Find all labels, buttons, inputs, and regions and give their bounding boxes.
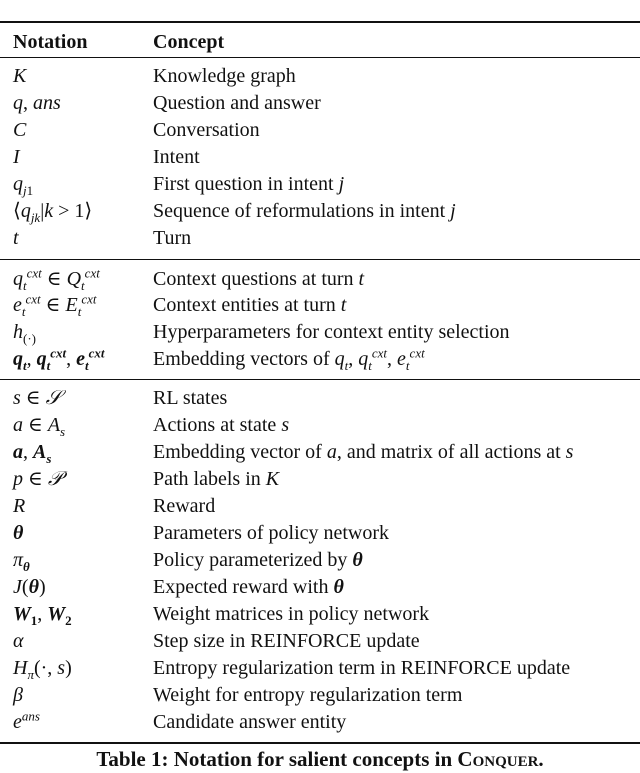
table-row — [0, 90, 640, 117]
concept-cell: Embedding vector of a, and matrix of all actions at s — [153, 441, 574, 463]
table-row — [0, 292, 640, 319]
notation-cell: θ — [13, 522, 24, 544]
notation-cell: $q_{j1}$ — [13, 173, 34, 198]
table-row — [0, 144, 640, 171]
notation-cell: $H_\pi(\cdot$, s) — [13, 657, 72, 682]
concept-cell: Context questions at turn t — [153, 268, 365, 290]
table-row — [0, 547, 640, 574]
notation-cell: β — [13, 684, 23, 706]
concept-cell: First question in intent j — [153, 173, 345, 195]
concept-cell: Context entities at turn t — [153, 294, 347, 316]
table-row — [0, 171, 640, 198]
table-row — [0, 655, 640, 682]
table-row — [0, 466, 640, 493]
table-row — [0, 682, 640, 709]
concept-cell: Turn — [153, 227, 192, 249]
concept-cell: Knowledge graph — [153, 65, 296, 87]
notation-cell: $W_1$, $W_2$ — [13, 603, 72, 628]
caption-text: Table 1: Notation for salient concepts in — [96, 747, 458, 771]
table-row — [0, 198, 640, 225]
rule-section-2 — [0, 379, 640, 380]
concept-cell: RL states — [153, 387, 228, 409]
notation-cell: $q_t$, $q_t^{cxt}$, $e_t^{cxt}$ — [13, 345, 105, 373]
notation-cell: $e_t^{cxt}$ ∈ $E_t^{cxt}$ — [13, 291, 97, 319]
table-row — [0, 574, 640, 601]
notation-cell: a, $A_s$ — [13, 441, 52, 466]
table-row — [0, 385, 640, 412]
table-row — [0, 225, 640, 252]
concept-cell: Expected reward with θ — [153, 576, 344, 598]
table-row — [0, 412, 640, 439]
concept-cell: Conversation — [153, 119, 260, 141]
rule-top — [0, 21, 640, 23]
concept-cell: Weight for entropy regularization term — [153, 684, 463, 706]
notation-cell: $h_{(\cdot)}$ — [13, 321, 36, 346]
notation-cell: s ∈ 𝒮 — [13, 387, 62, 409]
rule-bottom — [0, 742, 640, 744]
concept-cell: Hyperparameters for context entity selection — [153, 321, 510, 343]
notation-cell: I — [13, 146, 20, 168]
notation-cell: $e^{ans}$ — [13, 708, 40, 733]
table-row — [0, 266, 640, 293]
concept-cell: Question and answer — [153, 92, 321, 114]
table-row — [0, 709, 640, 736]
concept-cell: Policy parameterized by θ — [153, 549, 363, 571]
concept-cell: Candidate answer entity — [153, 711, 347, 733]
header-concept: Concept — [153, 31, 225, 53]
caption-period: . — [538, 747, 544, 771]
table-row — [0, 117, 640, 144]
concept-cell: Parameters of policy network — [153, 522, 390, 544]
notation-cell: $⟨q_{jk}|k$ > 1⟩ — [13, 200, 93, 225]
table-row — [0, 493, 640, 520]
table-row — [0, 346, 640, 373]
concept-cell: Sequence of reformulations in intent j — [153, 200, 456, 222]
concept-cell: Entropy regularization term in REINFORCE update — [153, 657, 571, 679]
notation-cell: a ∈ $A_s$ — [13, 414, 66, 439]
table-row — [0, 319, 640, 346]
notation-cell: $\pi_\theta$ — [13, 549, 30, 574]
notation-cell: α — [13, 630, 24, 652]
concept-cell: Weight matrices in policy network — [153, 603, 430, 625]
notation-cell: J(θ) — [13, 576, 46, 598]
concept-cell: Embedding vectors of $q_t$, $q_t^{cxt}$, $e_t^{cxt}$ — [153, 345, 425, 373]
concept-cell: Reward — [153, 495, 216, 517]
notation-cell: R — [13, 495, 26, 517]
table-row — [0, 520, 640, 547]
notation-cell: $q_t^{cxt}$ ∈ $Q_t^{cxt}$ — [13, 265, 100, 293]
system-name: Conquer — [457, 747, 539, 771]
notation-cell: p ∈ 𝒫 — [13, 468, 63, 490]
concept-cell: Path labels in K — [153, 468, 280, 490]
notation-cell: q, ans — [13, 92, 61, 114]
notation-cell: K — [13, 65, 27, 87]
table-caption — [0, 746, 640, 772]
concept-cell: Intent — [153, 146, 200, 168]
table-row — [0, 601, 640, 628]
notation-cell: C — [13, 119, 27, 141]
notation-cell: t — [13, 227, 19, 249]
table-row — [0, 439, 640, 466]
table-row — [0, 628, 640, 655]
concept-cell: Step size in REINFORCE update — [153, 630, 420, 652]
header-notation: Notation — [13, 31, 88, 53]
rule-section-1 — [0, 259, 640, 260]
rule-header — [0, 57, 640, 58]
table-header — [0, 29, 640, 56]
concept-cell: Actions at state s — [153, 414, 290, 436]
table-row — [0, 63, 640, 90]
